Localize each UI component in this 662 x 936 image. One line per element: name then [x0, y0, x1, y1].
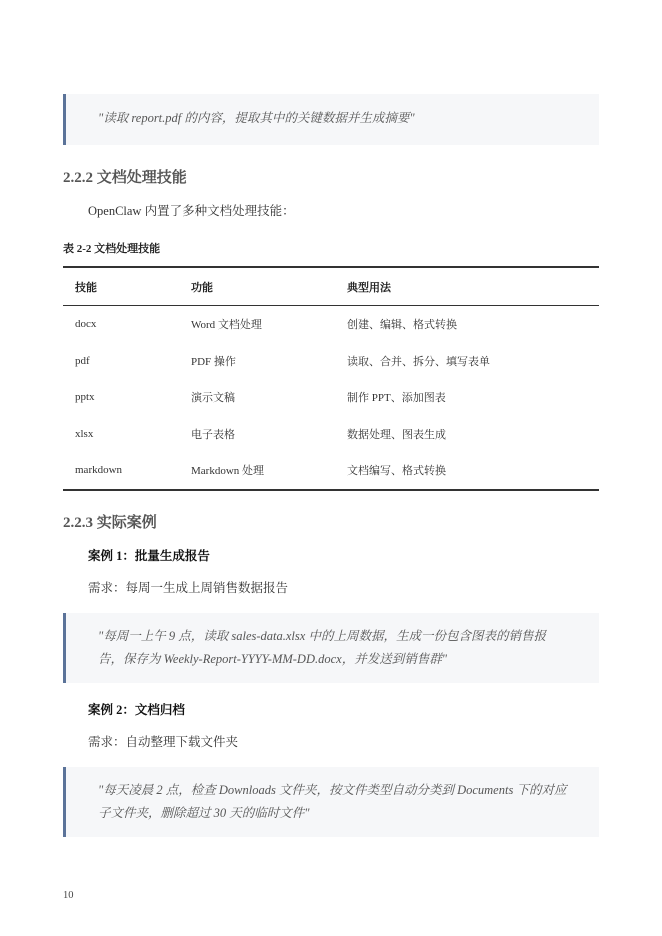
column-header-function: 功能 — [191, 281, 213, 294]
case-2-title: 案例 2：文档归档 — [88, 703, 185, 717]
cell-usage: 文档编写、格式转换 — [347, 465, 446, 478]
table-header-row — [63, 267, 599, 306]
cell-skill: docx — [75, 318, 97, 331]
case-2-need: 需求：自动整理下载文件夹 — [88, 735, 239, 749]
cell-usage: 读取、合并、拆分、填写表单 — [347, 355, 490, 368]
cell-skill: xlsx — [75, 427, 94, 440]
section-heading-2-2-2: 2.2.2 文档处理技能 — [63, 170, 187, 186]
skills-table — [63, 266, 599, 491]
cell-skill: pptx — [75, 391, 95, 404]
blockquote-text: "读取 report.pdf 的内容，提取其中的关键数据并生成摘要" — [98, 111, 415, 125]
blockquote-text — [66, 613, 599, 671]
column-header-skill: 技能 — [75, 281, 97, 294]
case-1-title: 案例 1：批量生成报告 — [88, 549, 210, 563]
section-heading-2-2-3: 2.2.3 实际案例 — [63, 515, 157, 531]
blockquote-case-2 — [63, 767, 599, 837]
blockquote-line: "每天凌晨 2 点，检查 Downloads 文件夹，按文件类型自动分类到 Documents 下的对应 — [98, 783, 567, 797]
blockquote-line: "每周一上午 9 点，读取 sales-data.xlsx 中的上周数据，生成一份包含图表的销售报 — [98, 629, 546, 643]
blockquote-case-1 — [63, 613, 599, 683]
intro-paragraph: OpenClaw 内置了多种文档处理技能： — [88, 204, 295, 218]
table-row — [63, 343, 599, 380]
cell-function: 电子表格 — [191, 428, 235, 441]
cell-usage: 数据处理、图表生成 — [347, 428, 446, 441]
page-number: 10 — [63, 890, 74, 901]
cell-skill: markdown — [75, 464, 123, 477]
case-1-need: 需求：每周一生成上周销售数据报告 — [88, 581, 289, 595]
cell-usage: 创建、编辑、格式转换 — [347, 319, 457, 332]
cell-skill: pdf — [75, 354, 90, 367]
column-header-usage: 典型用法 — [347, 281, 391, 294]
cell-function: PDF 操作 — [191, 355, 236, 368]
blockquote-line: 子文件夹，删除超过 30 天的临时文件" — [98, 806, 310, 820]
blockquote-text — [66, 767, 599, 825]
cell-function: 演示文稿 — [191, 392, 235, 405]
table-row — [63, 416, 599, 453]
cell-function: Word 文档处理 — [191, 319, 262, 332]
table-row — [63, 379, 599, 416]
cell-usage: 制作 PPT、添加图表 — [347, 392, 446, 405]
blockquote-line: 告，保存为 Weekly-Report-YYYY-MM-DD.docx，并发送到销售群" — [98, 652, 447, 666]
blockquote-report-summary — [63, 94, 599, 145]
table-row — [63, 306, 599, 343]
table-caption: 表 2-2 文档处理技能 — [63, 243, 161, 255]
table-row — [63, 452, 599, 490]
cell-function: Markdown 处理 — [191, 465, 265, 478]
